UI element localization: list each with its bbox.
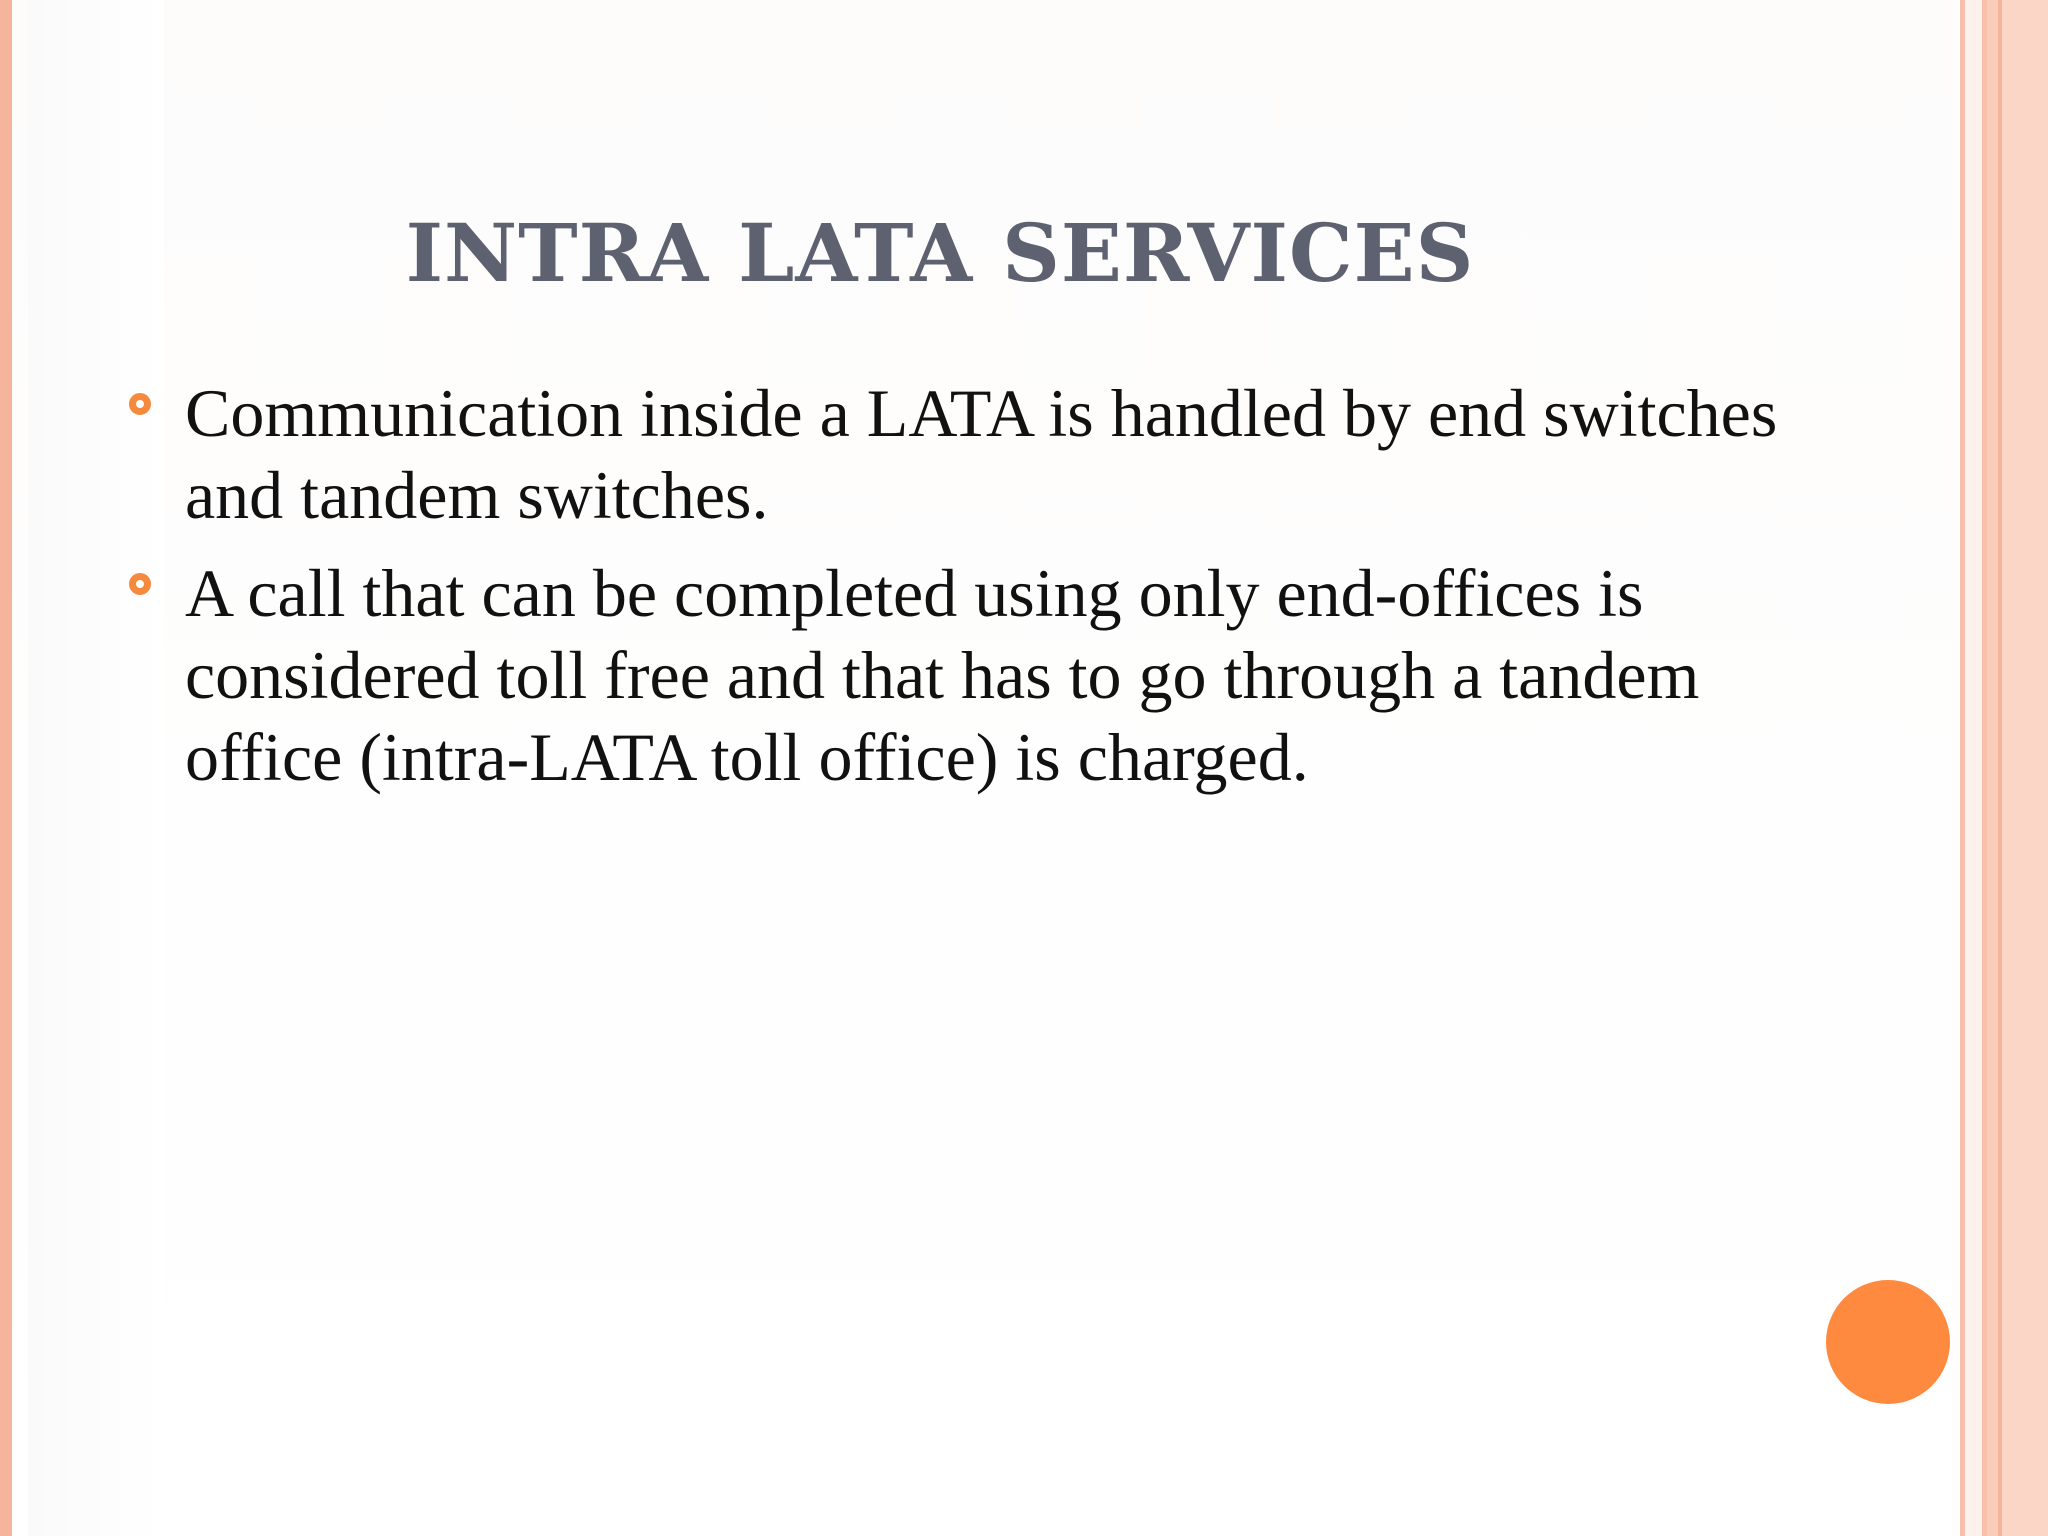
- bullet-item: [125, 552, 1805, 798]
- hollow-circle-bullet-icon: [129, 393, 151, 415]
- bullet-list: [125, 372, 1805, 814]
- left-border-stripe: [0, 0, 12, 1536]
- bullet-text: Communication inside a LATA is handled by end switches and tandem switches.: [185, 375, 1778, 533]
- orange-circle-decoration: [1826, 1280, 1950, 1404]
- right-border-gap: [1952, 0, 1960, 1536]
- slide-title: INTRA LATA SERVICES: [405, 206, 1475, 300]
- right-border-band-2: [2002, 0, 2048, 1536]
- right-border-band: [1987, 0, 1998, 1536]
- bullet-item: [125, 372, 1805, 536]
- hollow-circle-bullet-icon: [129, 573, 151, 595]
- right-border-gap-2: [1965, 0, 1982, 1536]
- bullet-text: A call that can be completed using only end-offices is considered toll free and that has to go through a tandem office (intra-LATA toll office) is charged.: [185, 555, 1700, 795]
